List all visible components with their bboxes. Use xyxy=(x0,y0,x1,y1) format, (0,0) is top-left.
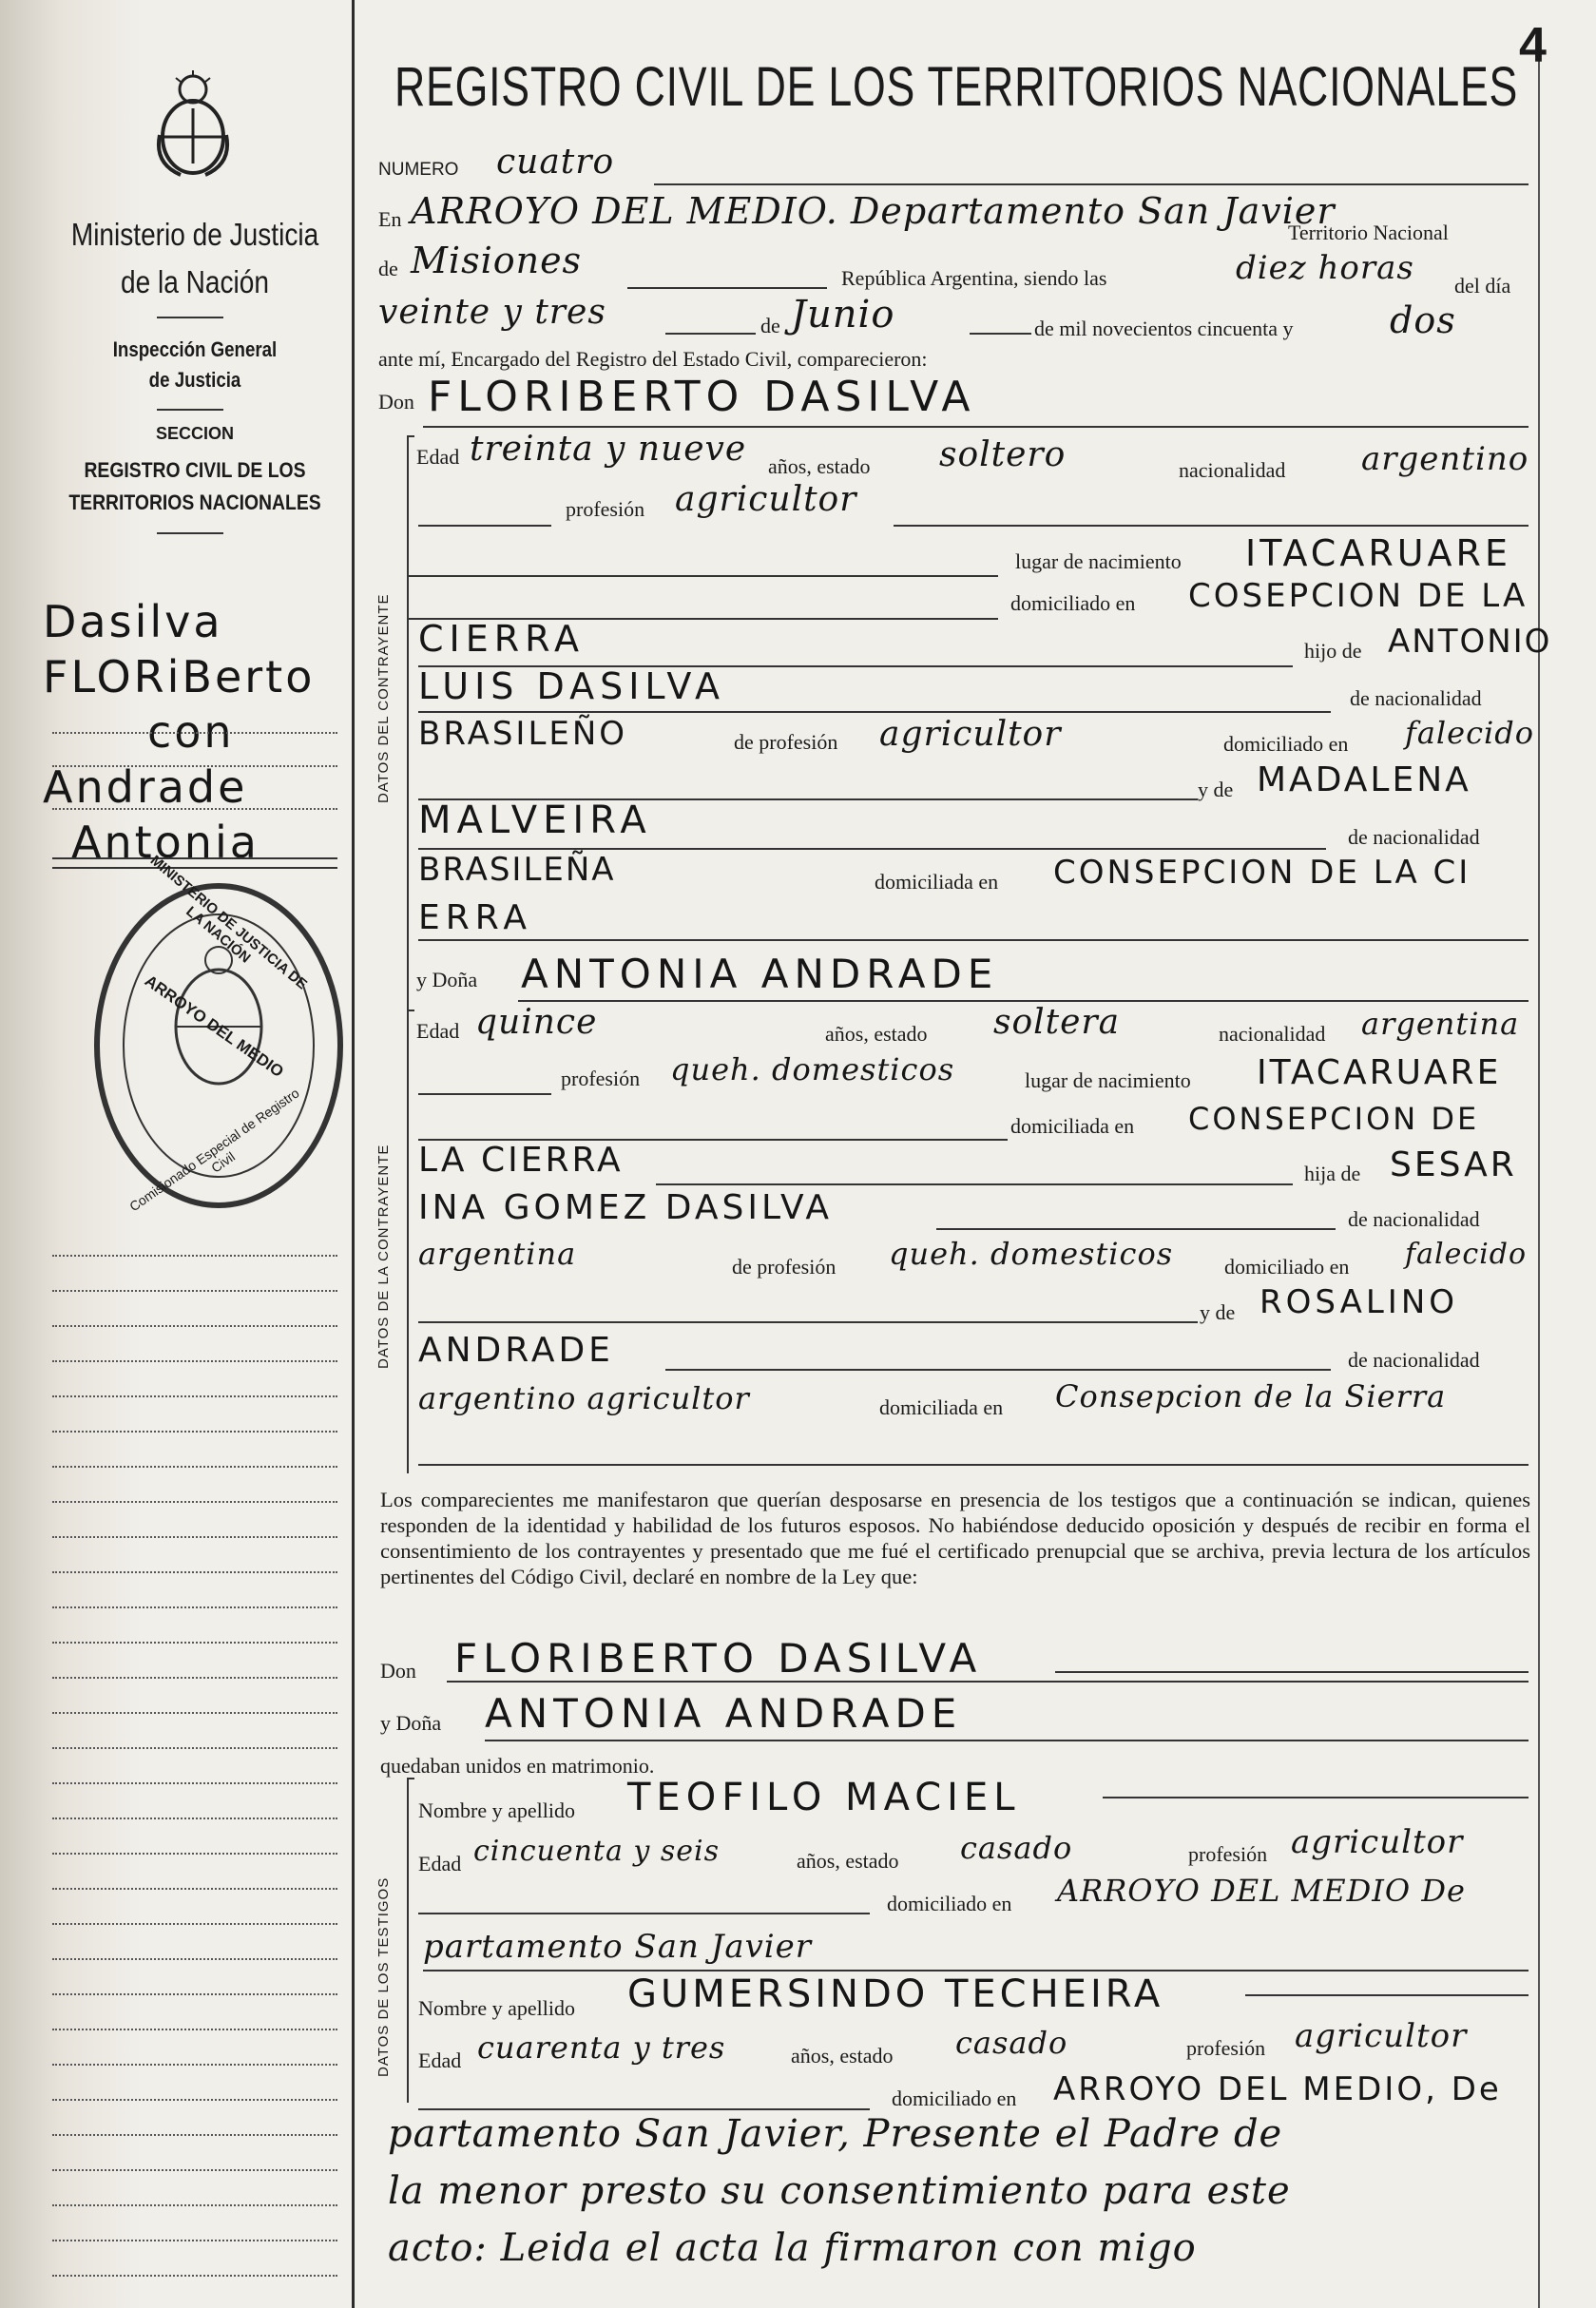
ledger-line xyxy=(52,1501,337,1503)
ledger-line xyxy=(52,2029,337,2030)
ledger-line xyxy=(52,1958,337,1960)
groom-edad: treinta y nueve xyxy=(470,430,747,469)
field-rule xyxy=(654,183,1529,185)
ledger-line xyxy=(52,2169,337,2171)
witness2-edad: cuarenta y tres xyxy=(477,2029,726,2066)
y-dona-label: y Doña xyxy=(416,968,478,991)
section-contrayente: DATOS DEL CONTRAYENTE xyxy=(375,593,392,803)
margin-note-line: Andrade xyxy=(43,761,248,813)
bride-profesion: queh. domesticos xyxy=(670,1051,955,1087)
domiciliado-label: domiciliado en xyxy=(1010,591,1136,615)
ledger-line xyxy=(52,2134,337,2136)
field-rule xyxy=(409,575,998,577)
groom-padre-nacionalidad: BRASILEÑO xyxy=(418,715,628,753)
witness1-domicilio-2: partamento San Javier xyxy=(423,1928,813,1966)
field-rule xyxy=(418,1321,1198,1323)
witness1-domicilio: ARROYO DEL MEDIO De xyxy=(1057,1873,1466,1909)
witness1-name: TEOFILO MACIEL xyxy=(627,1776,1021,1819)
bride-padre-domicilio: Consepcion de la Sierra xyxy=(1055,1378,1447,1414)
ledger-line xyxy=(52,1853,337,1855)
groom-padre-profesion: agricultor xyxy=(879,715,1062,754)
margin-note-line: Dasilva xyxy=(43,596,223,647)
field-rule xyxy=(1245,1994,1529,1996)
bride-domicilio: CONSEPCION DE xyxy=(1188,1101,1480,1137)
section-line-1: REGISTRO CIVIL DE LOS xyxy=(84,458,306,482)
ledger-line xyxy=(52,2204,337,2206)
de-mes-label: de xyxy=(760,314,780,337)
witness1-estado: casado xyxy=(960,1830,1073,1866)
closing-line-3: acto: Leida el acta la firmaron con migo xyxy=(388,2226,1197,2270)
don-label: Don xyxy=(380,1659,416,1683)
witness2-name: GUMERSINDO TECHEIRA xyxy=(627,1972,1164,2016)
ledger-line xyxy=(52,1782,337,1784)
ledger-line xyxy=(52,1431,337,1433)
page-number: 4 xyxy=(1519,18,1547,73)
witness1-edad: cincuenta y seis xyxy=(473,1835,721,1868)
field-rule xyxy=(418,1913,870,1914)
lugar-value: ARROYO DEL MEDIO. Departamento San Javier xyxy=(411,190,1336,232)
quedaban-text: quedaban unidos en matrimonio. xyxy=(380,1754,655,1778)
rule xyxy=(157,317,223,318)
groom-madre-2: MALVEIRA xyxy=(418,798,652,842)
stamp-center-text: ARROYO DEL MEDIO xyxy=(141,971,287,1082)
domiciliado-label: domiciliado en xyxy=(1224,1255,1350,1279)
y-de-label: y de xyxy=(1198,778,1234,801)
inspection-line-1: Inspección General xyxy=(112,337,278,361)
de-mil-label: de mil novecientos cincuenta y xyxy=(1034,317,1294,340)
ledger-line xyxy=(52,765,337,767)
mes-value: Junio xyxy=(791,293,895,337)
bride-padre-2: ANDRADE xyxy=(418,1331,614,1370)
field-rule xyxy=(423,1970,1529,1971)
de-nacionalidad-label: de nacionalidad xyxy=(1348,825,1480,849)
groom-padre-2: LUIS DASILVA xyxy=(418,665,725,707)
horas-value: diez horas xyxy=(1236,249,1414,287)
field-rule xyxy=(1055,1671,1529,1673)
rule xyxy=(157,532,223,534)
y-dona-label: y Doña xyxy=(380,1711,442,1735)
ledger-line xyxy=(52,1642,337,1644)
bride-madre-nacionalidad: argentina xyxy=(418,1236,577,1272)
bride-nacionalidad: argentina xyxy=(1361,1006,1520,1042)
lugar-nacimiento-label: lugar de nacimiento xyxy=(1025,1068,1191,1092)
groom-madre-domicilio-2: ERRA xyxy=(418,898,532,937)
bride-padre-nacionalidad: argentino agricultor xyxy=(418,1380,750,1416)
anos-estado-label: años, estado xyxy=(791,2044,894,2068)
margin-note-line: FLORiBerto xyxy=(43,651,316,702)
territorio-label: Territorio Nacional xyxy=(1288,221,1449,244)
union-bride-name: ANTONIA ANDRADE xyxy=(485,1690,963,1737)
bride-estado: soltera xyxy=(993,1003,1121,1042)
bride-domicilio-2: LA CIERRA xyxy=(418,1141,624,1180)
edad-label: Edad xyxy=(418,1852,462,1875)
anos-estado-label: años, estado xyxy=(797,1849,899,1873)
page-title: REGISTRO CIVIL DE LOS TERRITORIOS NACIONALES xyxy=(394,56,1519,118)
ministry-line-1: Ministerio de Justicia xyxy=(70,217,319,252)
anio-value: dos xyxy=(1390,299,1456,341)
field-rule xyxy=(894,525,1529,527)
en-label: En xyxy=(378,207,402,231)
ledger-line xyxy=(52,1571,337,1573)
witness2-profesion: agricultor xyxy=(1295,2017,1468,2055)
inspection-name xyxy=(62,335,329,395)
field-rule xyxy=(627,287,827,289)
union-groom-name: FLORIBERTO DASILVA xyxy=(454,1635,983,1682)
ledger-line xyxy=(52,2275,337,2277)
groom-madre-nacionalidad: BRASILEÑA xyxy=(418,851,616,889)
witness2-domicilio: ARROYO DEL MEDIO, De xyxy=(1053,2070,1502,2108)
bride-edad: quince xyxy=(475,1003,598,1042)
bride-madre-profesion: queh. domesticos xyxy=(889,1236,1174,1272)
ledger-line xyxy=(52,2064,337,2066)
groom-domicilio: COSEPCION DE LA xyxy=(1188,577,1529,615)
field-rule xyxy=(418,939,1529,941)
bride-name: ANTONIA ANDRADE xyxy=(521,951,999,997)
field-rule xyxy=(418,2108,870,2110)
field-rule xyxy=(418,848,1326,850)
ledger-line xyxy=(52,1923,337,1925)
edad-label: Edad xyxy=(416,445,460,469)
section-label: SECCION xyxy=(155,424,234,443)
hijo-de-label: hijo de xyxy=(1304,639,1362,663)
section-contrayente-f: DATOS DE LA CONTRAYENTE xyxy=(375,1144,392,1369)
groom-name: FLORIBERTO DASILVA xyxy=(428,373,976,421)
field-rule xyxy=(485,1740,1529,1741)
bride-madre-2: INA GOMEZ DASILVA xyxy=(418,1188,833,1227)
ledger-line xyxy=(52,1325,337,1327)
y-de-label: y de xyxy=(1200,1300,1236,1324)
del-dia-label: del día xyxy=(1454,274,1511,298)
field-rule xyxy=(665,1369,1331,1371)
margin-note-rule xyxy=(52,857,337,859)
groom-madre: MADALENA xyxy=(1257,760,1471,799)
field-rule xyxy=(423,426,1529,428)
de-nacionalidad-label: de nacionalidad xyxy=(1350,686,1482,710)
de-profesion-label: de profesión xyxy=(732,1255,836,1279)
ledger-line xyxy=(52,1466,337,1468)
numero-value: cuatro xyxy=(496,143,615,182)
ledger-line xyxy=(52,1993,337,1995)
witness2-estado: casado xyxy=(955,2025,1068,2061)
de-nacionalidad-label: de nacionalidad xyxy=(1348,1348,1480,1372)
de-nacionalidad-label: de nacionalidad xyxy=(1348,1207,1480,1231)
margin-note-line: con xyxy=(147,706,235,758)
ledger-line xyxy=(52,1818,337,1819)
closing-line-2: la menor presto su consentimiento para este xyxy=(388,2169,1291,2213)
edad-label: Edad xyxy=(416,1019,460,1043)
don-label: Don xyxy=(378,390,414,414)
ledger-line xyxy=(52,1290,337,1292)
de-label: de xyxy=(378,257,398,280)
anos-estado-label: años, estado xyxy=(768,454,871,478)
bride-padre: ROSALINO xyxy=(1259,1283,1459,1321)
domiciliada-label: domiciliada en xyxy=(1010,1114,1135,1138)
groom-nacionalidad: argentino xyxy=(1361,440,1529,478)
bride-madre: SESAR xyxy=(1390,1145,1517,1184)
bride-lugar-nacimiento: ITACARUARE xyxy=(1257,1053,1502,1092)
rule xyxy=(157,409,223,411)
groom-estado: soltero xyxy=(939,435,1067,474)
ledger-line xyxy=(52,2099,337,2101)
nacionalidad-label: nacionalidad xyxy=(1219,1022,1326,1046)
profesion-label: profesión xyxy=(1188,1842,1268,1866)
declaration-paragraph: Los comparecientes me manifestaron que querían desposarse en presencia de los testigos que a continuación se indican, quienes responden de la identidad y habilidad de los futuros esposos. No habiéndose deducido oposición y después de recibir en forma el consentimiento de los contrayentes y presentado que me fué el certificado prenupcial que se archiva, previa lectura de los artículos pertinentes del Código Civil, declaré en nombre de la Ley que: xyxy=(380,1488,1530,1588)
witness1-profesion: agricultor xyxy=(1291,1823,1464,1861)
ministry-line-2: de la Nación xyxy=(121,264,269,299)
field-rule xyxy=(418,1464,1529,1466)
ledger-line xyxy=(52,1888,337,1890)
domiciliada-label: domiciliada en xyxy=(875,870,999,894)
field-rule xyxy=(518,1000,1529,1002)
lugar-nacimiento-label: lugar de nacimiento xyxy=(1015,549,1182,573)
nacionalidad-label: nacionalidad xyxy=(1179,458,1286,482)
ledger-line xyxy=(52,732,337,734)
field-rule xyxy=(665,333,756,335)
closing-line-1: partamento San Javier, Presente el Padre de xyxy=(388,2112,1283,2156)
profesion-label: profesión xyxy=(561,1067,641,1090)
ledger-line xyxy=(52,1677,337,1679)
ledger-line xyxy=(52,1395,337,1397)
profesion-label: profesión xyxy=(566,497,645,521)
ledger-line xyxy=(52,1255,337,1257)
section-testigos: DATOS DE LOS TESTIGOS xyxy=(375,1876,392,2077)
bride-bracket xyxy=(407,1010,414,1468)
field-rule xyxy=(1103,1797,1529,1798)
domiciliado-label: domiciliado en xyxy=(1223,732,1349,756)
hija-de-label: hija de xyxy=(1304,1162,1361,1185)
groom-domicilio-2: CIERRA xyxy=(418,618,586,660)
ledger-line xyxy=(52,1536,337,1538)
ante-mi-text: ante mí, Encargado del Registro del Estado Civil, comparecieron: xyxy=(378,347,928,371)
domiciliada-label: domiciliada en xyxy=(879,1395,1004,1419)
right-border xyxy=(1538,57,1540,2308)
field-rule xyxy=(418,525,551,527)
groom-padre: ANTONIO xyxy=(1388,623,1552,661)
section-name xyxy=(57,454,333,519)
domiciliado-label: domiciliado en xyxy=(892,2087,1017,2110)
margin-note-line: Antonia xyxy=(71,817,260,868)
field-rule xyxy=(936,1228,1336,1230)
groom-madre-domicilio: CONSEPCION DE LA CI xyxy=(1053,854,1471,892)
nombre-apellido-label: Nombre y apellido xyxy=(418,1798,575,1822)
field-rule xyxy=(970,333,1031,335)
field-rule xyxy=(656,1183,1293,1185)
groom-lugar-nacimiento: ITACARUARE xyxy=(1245,532,1511,574)
bride-madre-domicilio: falecido xyxy=(1405,1238,1527,1271)
ledger-line xyxy=(52,808,337,810)
territorio-value: Misiones xyxy=(411,240,583,281)
numero-label: NUMERO xyxy=(378,160,459,180)
edad-label: Edad xyxy=(418,2048,462,2072)
ledger-line xyxy=(52,1712,337,1714)
de-profesion-label: de profesión xyxy=(734,730,838,754)
profesion-label: profesión xyxy=(1186,2036,1266,2060)
stamp-bottom-text: Comisionado Especial de Registro Civil xyxy=(126,1085,302,1215)
dia-value: veinte y tres xyxy=(378,293,606,332)
republica-label: República Argentina, siendo las xyxy=(841,266,1107,290)
coat-of-arms-icon xyxy=(152,68,234,183)
ledger-line xyxy=(52,1606,337,1608)
groom-profesion: agricultor xyxy=(675,480,857,519)
ledger-line xyxy=(52,1747,337,1749)
domiciliado-label: domiciliado en xyxy=(887,1892,1012,1915)
field-rule xyxy=(418,1093,551,1095)
field-rule xyxy=(418,711,1331,713)
groom-padre-domicilio: falecido xyxy=(1405,715,1534,751)
ministry-name xyxy=(62,211,329,306)
ledger-line xyxy=(52,2240,337,2241)
anos-estado-label: años, estado xyxy=(825,1022,928,1046)
inspection-line-2: de Justicia xyxy=(148,368,241,392)
section-line-2: TERRITORIOS NACIONALES xyxy=(68,490,321,514)
field-rule xyxy=(447,1681,1529,1683)
stamp-ring-text: MINISTERIO DE JUSTICIA DE LA NACIÓN xyxy=(146,852,311,993)
nombre-apellido-label: Nombre y apellido xyxy=(418,1996,575,2020)
witnesses-bracket xyxy=(407,1778,414,2103)
ledger-line xyxy=(52,1360,337,1362)
